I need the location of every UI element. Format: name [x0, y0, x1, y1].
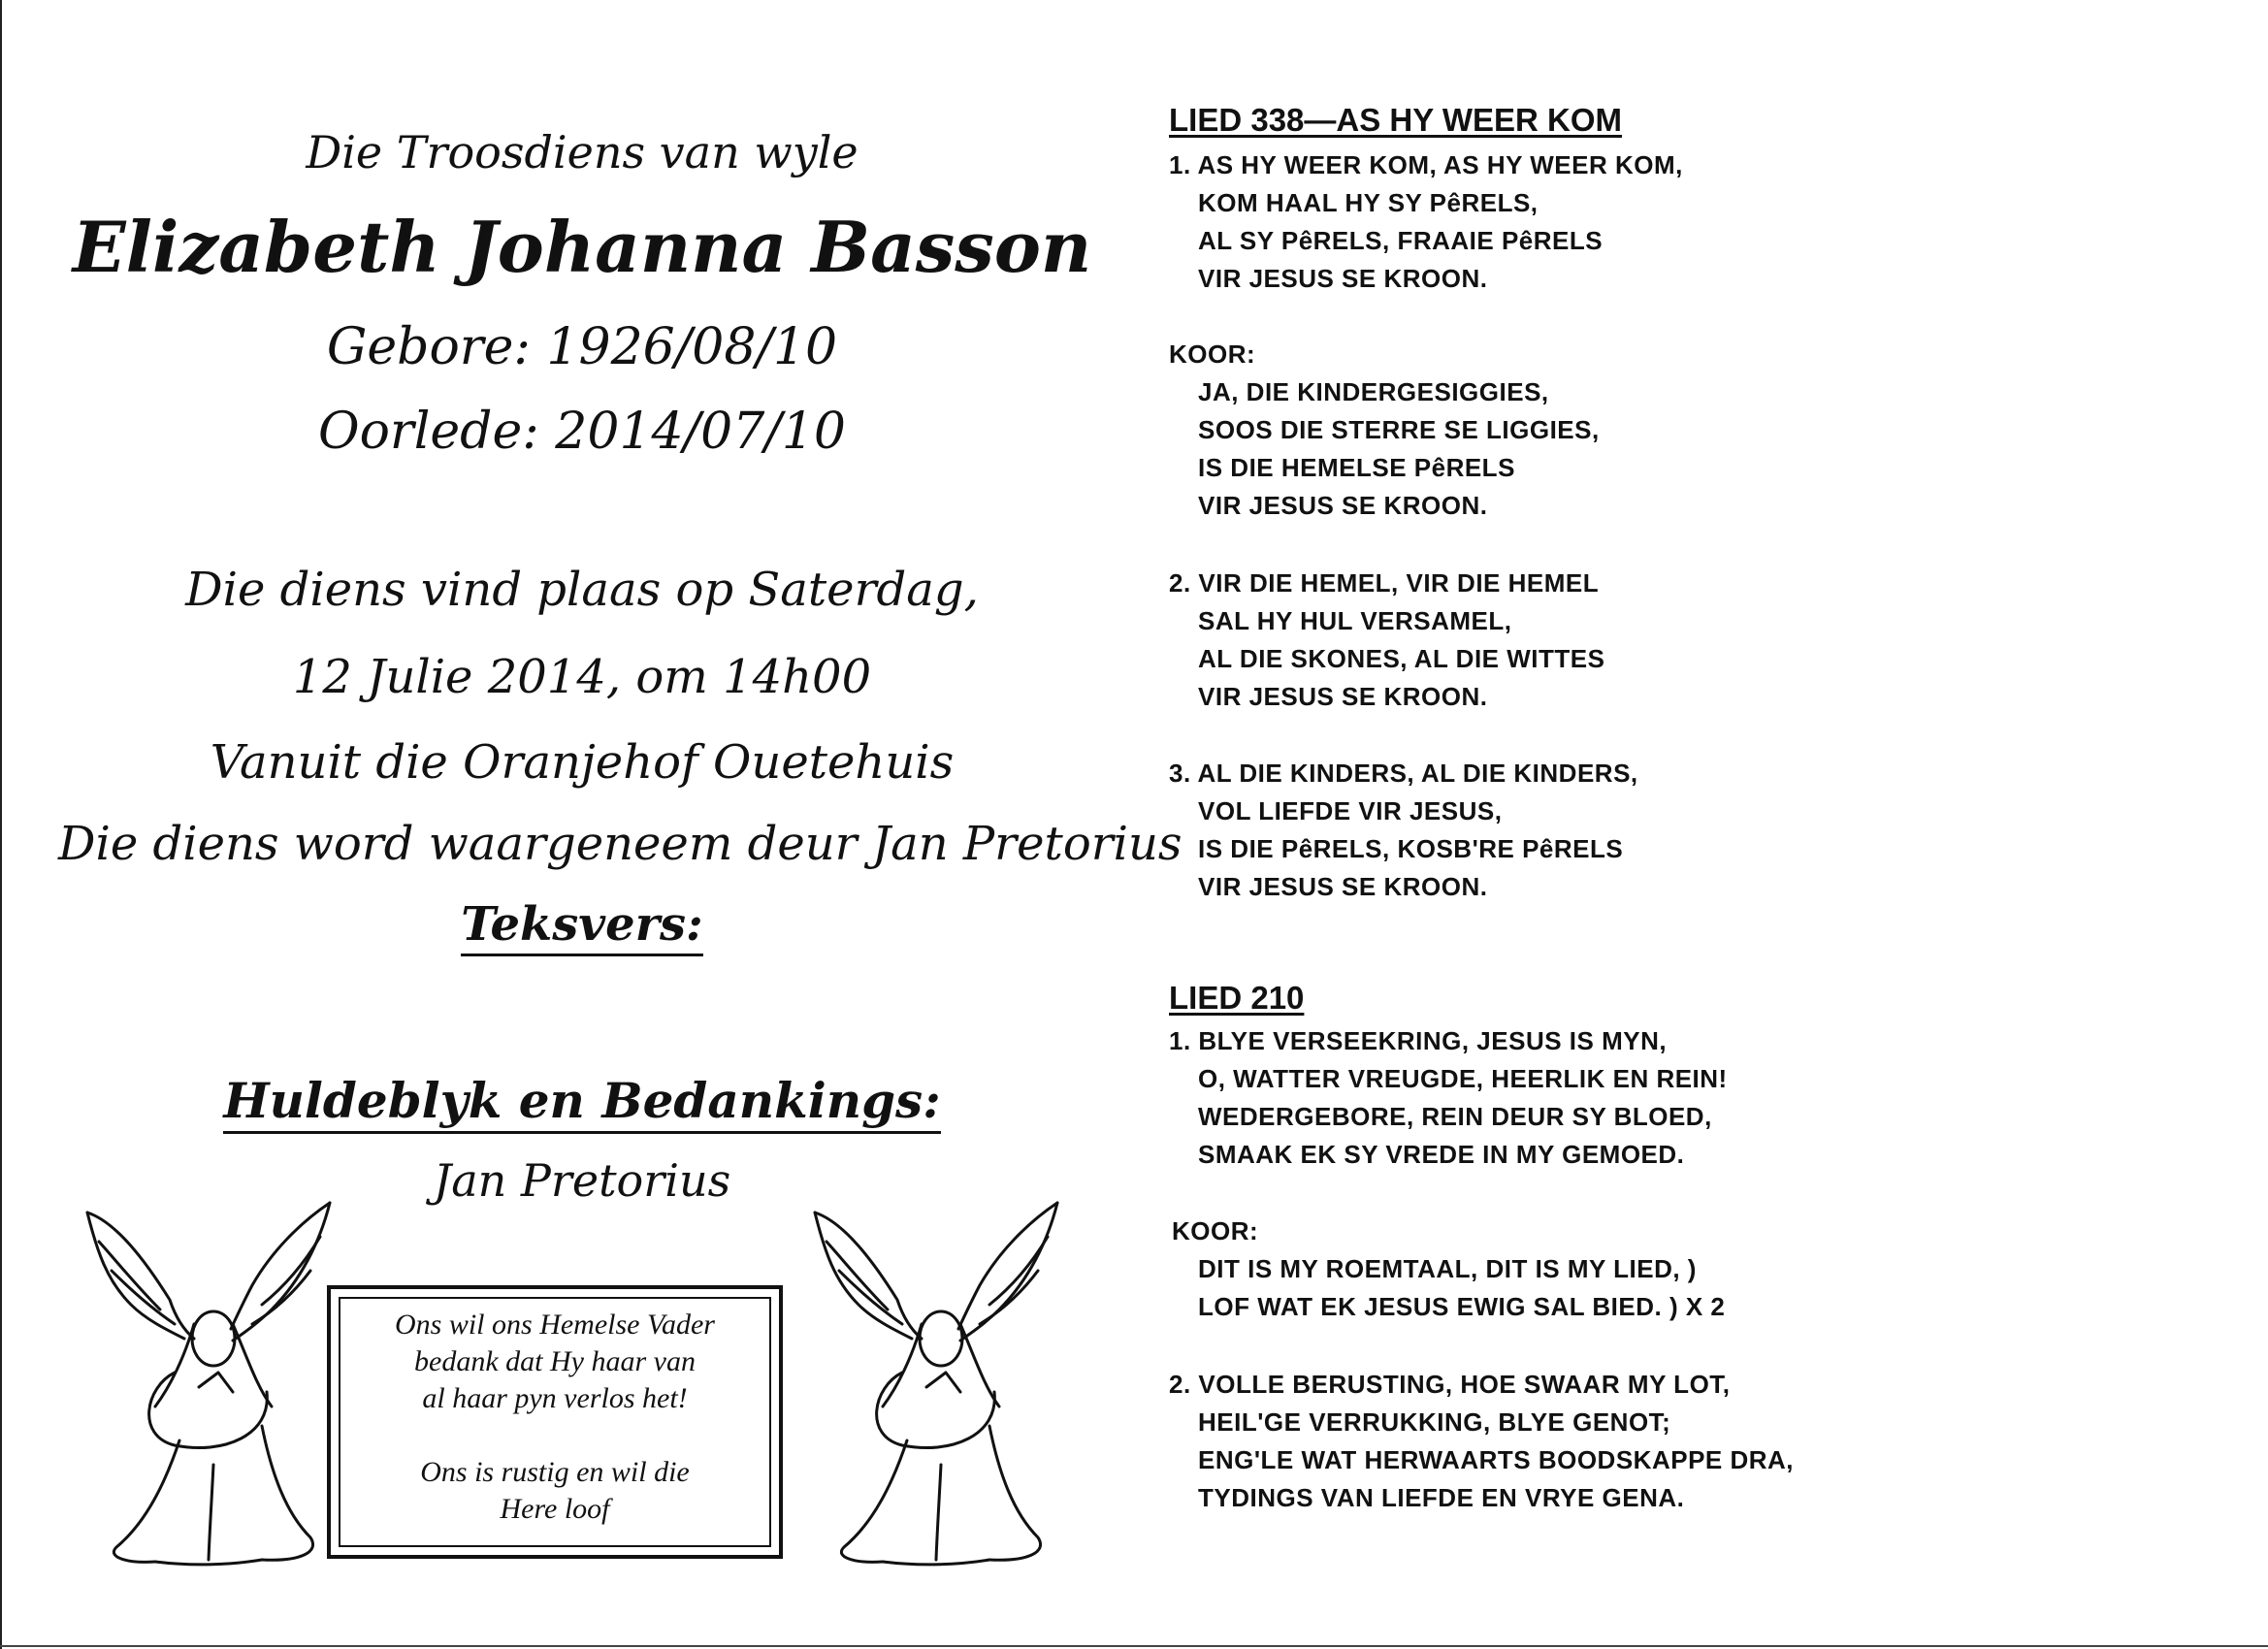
box-line: al haar pyn verlos het!: [422, 1382, 688, 1414]
service-officiant: Die diens word waargeneem deur Jan Pretorius: [58, 817, 1183, 871]
box-line: Ons is rustig en wil die: [420, 1456, 690, 1488]
hymn-line: VIR JESUS SE KROON.: [1198, 682, 1488, 711]
box-line: Here loof: [500, 1493, 610, 1525]
hymn-line: AL DIE SKONES, AL DIE WITTES: [1198, 644, 1605, 673]
hymn-line: IS DIE PêRELS, KOSB'RE PêRELS: [1198, 834, 1624, 863]
service-venue: Vanuit die Oranjehof Ouetehuis: [210, 735, 955, 790]
death-date: Oorlede: 2014/07/10: [317, 403, 847, 461]
hymn-line: HEIL'GE VERRUKKING, BLYE GENOT;: [1198, 1407, 1671, 1437]
praying-angel-left-icon: [78, 1193, 349, 1571]
hymn-line: 1. BLYE VERSEEKRING, JESUS IS MYN,: [1169, 1026, 1668, 1055]
hymn-line: DIT IS MY ROEMTAAL, DIT IS MY LIED, ): [1198, 1254, 1697, 1283]
hymn-line: VIR JESUS SE KROON.: [1198, 872, 1488, 901]
hymn-line: 1. AS HY WEER KOM, AS HY WEER KOM,: [1169, 150, 1683, 179]
hymn-line: 3. AL DIE KINDERS, AL DIE KINDERS,: [1169, 759, 1638, 788]
hymn-line: VOL LIEFDE VIR JESUS,: [1198, 796, 1503, 825]
hymn-line: AL SY PêRELS, FRAAIE PêRELS: [1198, 226, 1604, 255]
deceased-name: Elizabeth Johanna Basson: [72, 206, 1092, 288]
hymns-panel: [1169, 0, 2236, 1649]
hymn-line: IS DIE HEMELSE PêRELS: [1198, 453, 1515, 482]
hymn-line: VIR JESUS SE KROON.: [1198, 491, 1488, 520]
hymn-line: ENG'LE WAT HERWAARTS BOODSKAPPE DRA,: [1198, 1445, 1795, 1474]
hymn-line: SOOS DIE STERRE SE LIGGIES,: [1198, 415, 1600, 444]
hymn-210-title: LIED 210: [1169, 980, 1305, 1016]
hymn-line: 2. VOLLE BERUSTING, HOE SWAAR MY LOT,: [1169, 1370, 1731, 1399]
hymn-line: JA, DIE KINDERGESIGGIES,: [1198, 377, 1549, 406]
text-verse-heading: Teksvers:: [58, 897, 1106, 952]
scan-edge-left: [0, 0, 2, 1649]
tribute-speaker: Jan Pretorius: [433, 1154, 731, 1207]
hymn-line: WEDERGEBORE, REIN DEUR SY BLOED,: [1198, 1102, 1712, 1131]
hymn-line: KOM HAAL HY SY PêRELS,: [1198, 188, 1539, 217]
box-inner-frame: [339, 1297, 771, 1547]
hymn-line: TYDINGS VAN LIEFDE EN VRYE GENA.: [1198, 1483, 1685, 1512]
tribute-heading: Huldeblyk en Bedankings:: [58, 1072, 1106, 1129]
hymn-line: LOF WAT EK JESUS EWIG SAL BIED. ) X 2: [1198, 1292, 1726, 1321]
box-line: Ons wil ons Hemelse Vader: [395, 1309, 715, 1341]
hymn-line: VIR JESUS SE KROON.: [1198, 264, 1488, 293]
birth-date: Gebore: 1926/08/10: [326, 318, 838, 376]
service-intro: Die Troosdiens van wyle: [306, 126, 859, 178]
praying-angel-right-icon: [805, 1193, 1077, 1571]
service-date-time: 12 Julie 2014, om 14h00: [292, 650, 872, 704]
hymn-line: O, WATTER VREUGDE, HEERLIK EN REIN!: [1198, 1064, 1728, 1093]
hymn-line: SAL HY HUL VERSAMEL,: [1198, 606, 1512, 635]
thanksgiving-message-box: [327, 1285, 783, 1559]
service-details-line: Die diens vind plaas op Saterdag,: [185, 563, 979, 617]
chorus-label: KOOR:: [1169, 340, 1256, 369]
chorus-label: KOOR:: [1172, 1216, 1259, 1245]
hymn-338-title: LIED 338—AS HY WEER KOM: [1169, 102, 1622, 138]
box-line: bedank dat Hy haar van: [414, 1345, 696, 1377]
hymn-line: 2. VIR DIE HEMEL, VIR DIE HEMEL: [1169, 568, 1600, 598]
hymn-line: SMAAK EK SY VREDE IN MY GEMOED.: [1198, 1140, 1685, 1169]
